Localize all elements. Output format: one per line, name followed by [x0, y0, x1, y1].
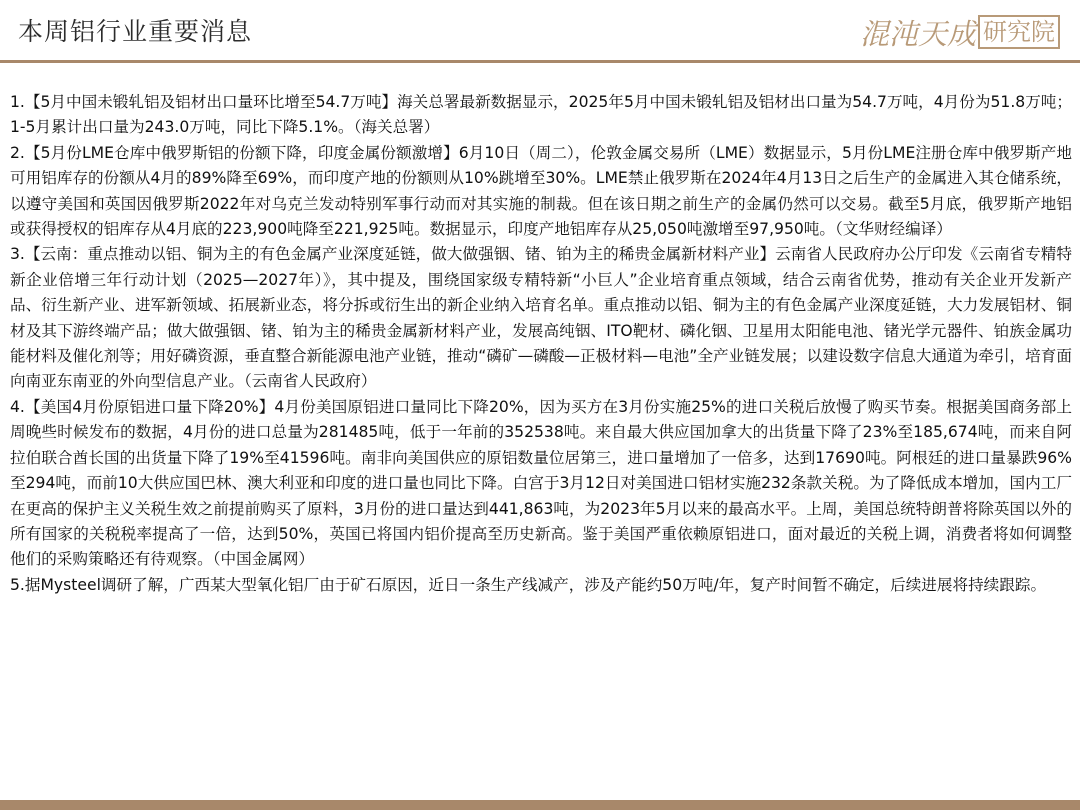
footer-bar	[0, 800, 1080, 810]
news-item-4: 4.【美国4月份原铝进口量下降20%】4月份美国原铝进口量同比下降20%，因为买方在3月份实施25%的进口关税后放慢了购买节奏。根据美国商务部上周晚些时候发布的数据，4月份的进口总量为281485吨，低于一年前的352538吨。来自最大供应国加拿大的出货量下降了23%至185,674吨，而来自阿拉伯联合酋长国的出货量下降了19%至41596吨。南非向美国供应的原铝数量位居第三，进口量增加了一倍多，达到17690吨。阿根廷的进口量暴跌96%至294吨，而前10大供应国巴林、澳大利亚和印度的进口量也同比下降。白宫于3月12日对美国进口铝材实施232条款关税。为了降低成本增加，国内工厂在更高的保护主义关税生效之前提前购买了原料，3月份的进口量达到441,863吨，为2023年5月以来的最高水平。上周，美国总统特朗普将除英国以外的所有国家的关税税率提高了一倍，达到50%，英国已将国内铝价提高至历史新高。鉴于美国严重依赖原铝进口，面对最近的关税上调，消费者将如何调整他们的采购策略还有待观察。（中国金属网）	[10, 397, 1072, 569]
page-title: 本周铝行业重要消息	[18, 17, 253, 46]
logo-text: 混沌天成	[859, 16, 976, 51]
news-item-3: 3.【云南：重点推动以铝、铜为主的有色金属产业深度延链，做大做强铟、锗、铂为主的稀贵金属新材料产业】云南省人民政府办公厅印发《云南省专精特新企业倍增三年行动计划（2025—2027年）》，其中提及，围绕国家级专精特新“小巨人”企业培育重点领域，结合云南省优势，推动有关企业开发新产品、衍生新产业、进军新领域、拓展新业态，将分拆或衍生出的新企业纳入培育名单。重点推动以铝、铜为主的有色金属产业深度延链，大力发展铝材、铜材及其下游终端产品；做大做强铟、锗、铂为主的稀贵金属新材料产业，发展高纯铟、ITO靶材、磷化铟、卫星用太阳能电池、锗光学元器件、铂族金属功能材料及催化剂等；用好磷资源，垂直整合新能源电池产业链，推动“磷矿—磷酸—正极材料—电池”全产业链发展；以建设数字信息大通道为牵引，培育面向南亚东南亚的外向型信息产业。（云南省人民政府）	[10, 245, 1072, 391]
header-divider	[0, 60, 1080, 63]
news-item-1: 1.【5月中国未锻轧铝及铝材出口量环比增至54.7万吨】海关总署最新数据显示，2025年5月中国未锻轧铝及铝材出口量为54.7万吨，4月份为51.8万吨；1-5月累计出口量为243.0万吨，同比下降5.1%。（海关总署）	[10, 93, 1072, 137]
brand-logo	[860, 12, 1060, 52]
news-item-2: 2.【5月份LME仓库中俄罗斯铝的份额下降，印度金属份额激增】6月10日（周二），伦敦金属交易所（LME）数据显示，5月份LME注册仓库中俄罗斯产地可用铝库存的份额从4月的89%降至69%，而印度产地的份额则从10%跳增至30%。LME禁止俄罗斯在2024年4月13日之后生产的金属进入其仓储系统，以遵守美国和英国因俄罗斯2022年对乌克兰发动特别军事行动而对其实施的制裁。但在该日期之前生产的金属仍然可以交易。截至5月底，俄罗斯产地铝或获得授权的铝库存从4月底的223,900吨降至221,925吨。数据显示，印度产地铝库存从25,050吨激增至97,950吨。（文华财经编译）	[10, 143, 1072, 239]
news-list	[10, 90, 1072, 598]
news-item-5: 5.据Mysteel调研了解，广西某大型氧化铝厂由于矿石原因，近日一条生产线减产，涉及产能约50万吨/年，复产时间暂不确定，后续进展将持续跟踪。	[10, 575, 1047, 594]
logo-box-text: 研究院	[978, 15, 1060, 49]
slide-header	[0, 0, 1080, 58]
